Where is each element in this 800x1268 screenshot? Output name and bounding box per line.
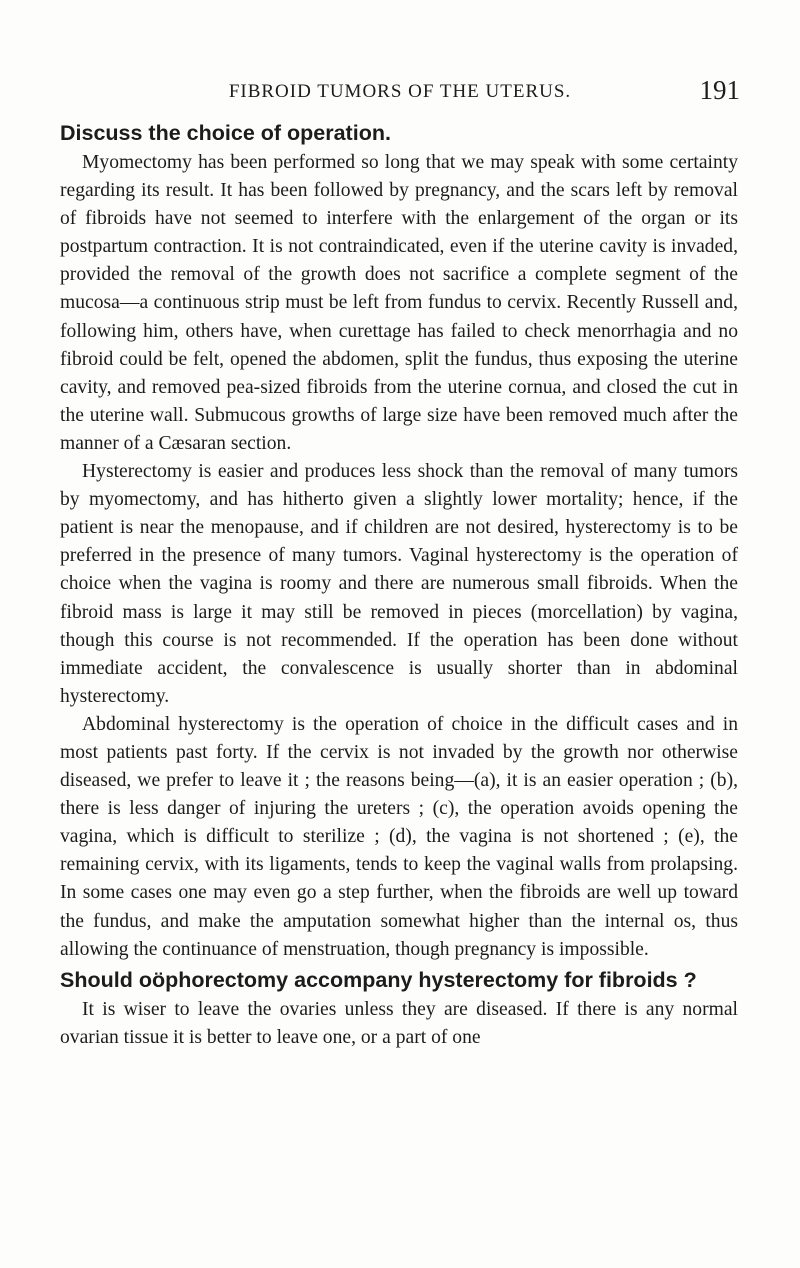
body-text [60,117,738,1052]
page-number: 191 [699,75,740,105]
paragraph-myomectomy: Myomectomy has been performed so long that we may speak with some certainty regarding its result. It has been followed by pregnancy, and the scars left by removal of fibroids have not seemed to interfere with the enlargement of the organ or its postpartum contraction. It is not contraindicated, even if the uterine cavity is invaded, provided the removal of the growth does not sacrifice a complete segment of the mucosa—a continuous strip must be left from fundus to cervix. Recently Russell and, following him, others have, when curettage has failed to check menorrhagia and no fibroid could be felt, opened the abdomen, split the fundus, thus exposing the uterine cavity, and removed pea-sized fibroids from the uterine cornua, and closed the cut in the uterine wall. Submucous growths of large size have been removed much after the manner of a Cæsaran section. [60,152,738,454]
running-title: FIBROID TUMORS OF THE UTERUS. [228,81,572,102]
paragraph-hysterectomy: Hysterectomy is easier and produces less shock than the removal of many tumors by myomectomy, and has hitherto given a slightly lower mortality; hence, if the patient is near the menopause, and if children are not desired, hysterectomy is to be preferred in the presence of many tumors. Vaginal hysterectomy is the operation of choice when the vagina is roomy and there are numerous small fibroids. When the fibroid mass is large it may still be removed in pieces (morcellation) by vagina, though this course is not recommended. If the operation has been done without immediate accident, the convalescence is usually shorter than in abdominal hysterectomy. [60,461,738,707]
paragraph-abdominal-hysterectomy: Abdominal hysterectomy is the operation of choice in the difficult cases and in most patients past forty. If the cervix is not invaded by the growth nor otherwise diseased, we prefer to leave it ; the reasons being—(a), it is an easier operation ; (b), there is less danger of injuring the ureters ; (c), the operation avoids opening the vagina, which is difficult to sterilize ; (d), the vagina is not shortened ; (e), the remaining cervix, with its ligaments, tends to keep the vaginal walls from prolapsing. In some cases one may even go a step further, when the fibroids are well up toward the fundus, and make the amputation somewhat higher than the internal os, thus allowing the continuance of menstruation, though pregnancy is impossible. [60,713,738,960]
section-heading-choice-of-operation: Discuss the choice of operation. [60,121,391,145]
section-heading-oophorectomy: Should oöphorectomy accompany hysterectomy for fibroids ? [60,967,697,992]
running-head [60,75,740,109]
paragraph-ovaries: It is wiser to leave the ovaries unless they are diseased. If there is any normal ovarian tissue it is better to leave one, or a part of one [60,998,738,1048]
